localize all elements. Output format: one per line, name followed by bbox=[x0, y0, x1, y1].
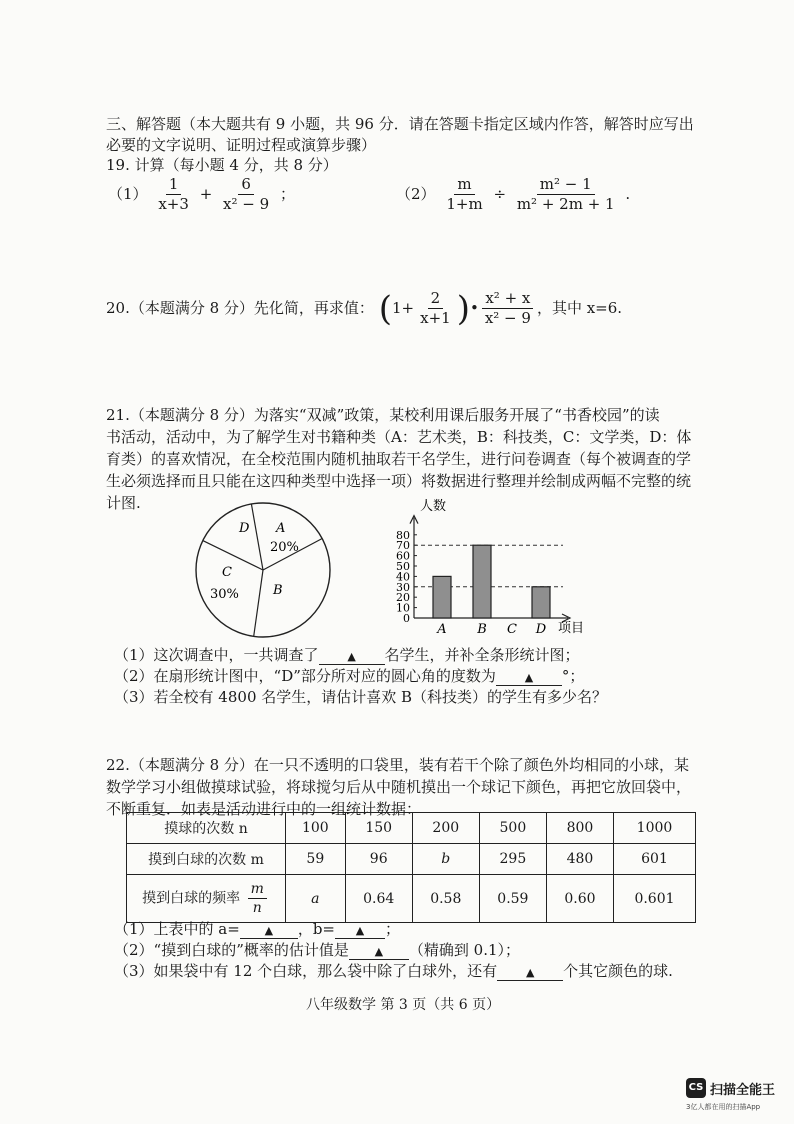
table-cell: 100 bbox=[286, 813, 346, 844]
x-tick-label-d: D bbox=[535, 622, 547, 637]
table-cell: 295 bbox=[479, 844, 546, 875]
table-header-cell: 摸到白球的频率 $\frac{m}{n}$ bbox=[127, 875, 286, 923]
table-cell: 150 bbox=[345, 813, 412, 844]
q21-line3: 育类）的喜欢情况，在全校范围内随机抽取若干名学生，进行问卷调查（每个被调查的学 bbox=[106, 450, 692, 468]
table-cell: 0.64 bbox=[345, 875, 412, 923]
bar-a bbox=[433, 576, 451, 618]
x-tick-label-b: B bbox=[477, 622, 487, 637]
q20-frac1: $\frac{2}{x+1}$ bbox=[420, 289, 451, 328]
pie-slice-c-edge bbox=[254, 570, 263, 636]
q19-part1: （1） $\frac{1}{x+3}$ + $\frac{6}{\text{x² − 9}}$ ； bbox=[108, 175, 295, 214]
pie-label-c: C bbox=[222, 565, 232, 580]
q19-header: 19. 计算（每小题 4 分，共 8 分） bbox=[106, 156, 338, 174]
table-header-cell: 摸到白球的次数 m bbox=[127, 844, 286, 875]
table-cell: 0.59 bbox=[479, 875, 546, 923]
q22-sub3: （3）如果袋中有 12 个白球，那么袋中除了白球外，还有 ▲ 个其它颜色的球. bbox=[114, 962, 673, 980]
q21-sub2: （2）在扇形统计图中，“D”部分所对应的圆心角的度数为 ▲ °； bbox=[114, 667, 585, 685]
y-tick-label: 30 bbox=[396, 580, 410, 594]
q21-blank1[interactable]: ▲ bbox=[319, 646, 385, 665]
q22-blank-other[interactable]: ▲ bbox=[497, 962, 563, 981]
q20-prefix: 20.（本题满分 8 分）先化简，再求值： bbox=[106, 298, 374, 317]
pie-label-d: D bbox=[239, 521, 250, 536]
pie-label-a-pct: 20% bbox=[270, 540, 299, 555]
table-cell: 200 bbox=[412, 813, 479, 844]
pie-slice-d-edge bbox=[203, 541, 263, 570]
x-axis-title: 项目 bbox=[558, 621, 585, 636]
table-cell: 500 bbox=[479, 813, 546, 844]
m-over-n: $\frac{m}{n}$ bbox=[248, 881, 267, 916]
table-row bbox=[127, 844, 696, 875]
table-row bbox=[127, 875, 696, 923]
y-tick-label: 20 bbox=[396, 591, 410, 605]
table-cell: 480 bbox=[546, 844, 613, 875]
q19-p2-frac1: $\frac{m}{1+m}$ bbox=[446, 175, 483, 214]
table-cell: 0.58 bbox=[412, 875, 479, 923]
bar-d bbox=[532, 587, 550, 618]
pie-label-c-pct: 30% bbox=[210, 587, 239, 602]
q19-p1-frac1: $\frac{1}{x+3}$ bbox=[158, 175, 189, 214]
table-cell: 601 bbox=[613, 844, 695, 875]
q21-blank2[interactable]: ▲ bbox=[496, 667, 562, 686]
section-heading: 三、解答题（本大题共有 9 小题，共 96 分．请在答题卡指定区域内作答，解答时应写出 bbox=[106, 115, 694, 133]
pie-chart bbox=[190, 500, 340, 640]
table-cell: 0.601 bbox=[613, 875, 695, 923]
pie-label-b: B bbox=[273, 583, 283, 598]
q22-line2: 数学学习小组做摸球试验，将球搅匀后从中随机摸出一个球记下颜色，再把它放回袋中， bbox=[106, 778, 692, 796]
q19-p1-label: （1） bbox=[108, 184, 148, 203]
table-cell: 0.60 bbox=[546, 875, 613, 923]
camscanner-logo: CS bbox=[686, 1078, 706, 1098]
q21-sub1: （1）这次调查中，一共调查了 ▲ 名学生，并补全条形统计图； bbox=[114, 646, 580, 664]
bar-chart bbox=[378, 498, 588, 638]
page-footer: 八年级数学 第 3 页（共 6 页） bbox=[306, 997, 501, 1013]
q22-line1: 22.（本题满分 8 分）在一只不透明的口袋里，装有若干个除了颜色外均相同的小球，某 bbox=[106, 756, 689, 774]
pie-slice-a-edge bbox=[251, 504, 263, 570]
y-tick-label: 50 bbox=[396, 560, 410, 573]
q20-suffix: ，其中 x=6. bbox=[536, 298, 623, 317]
table-cell: 96 bbox=[345, 844, 412, 875]
table-cell: 800 bbox=[546, 813, 613, 844]
q21-line4: 生必须选择而且只能在这四种类型中选择一项）将数据进行整理并绘制成两幅不完整的统 bbox=[106, 472, 692, 490]
table-cell: b bbox=[412, 844, 479, 875]
section-heading-cont: 必要的文字说明、证明过程或演算步骤） bbox=[106, 136, 377, 154]
q19-p2-label: （2） bbox=[396, 184, 436, 203]
table-header-cell: 摸球的次数 n bbox=[127, 813, 286, 844]
q22-sub1: （1）上表中的 a= ▲ ，b= ▲ ； bbox=[114, 920, 401, 938]
y-tick-label: 0 bbox=[403, 612, 410, 625]
table-cell: a bbox=[286, 875, 346, 923]
q19-part2: （2） $\frac{m}{1+m}$ ÷ $\frac{\text{m² − 1}}{\text{m² + 2m + 1}}$ . bbox=[396, 175, 631, 214]
y-axis-title: 人数 bbox=[420, 499, 447, 514]
q22-line3: 不断重复．如表是活动进行中的一组统计数据： bbox=[106, 800, 422, 818]
q22-sub2: （2）“摸到白球的”概率的估计值是 ▲ （精确到 0.1）； bbox=[114, 941, 521, 959]
q19-p1-frac2: $\frac{6}{\text{x² − 9}}$ bbox=[223, 175, 270, 214]
q21-sub3: （3）若全校有 4800 名学生，请估计喜欢 B（科技类）的学生有多少名？ bbox=[114, 688, 608, 706]
table-cell: 59 bbox=[286, 844, 346, 875]
watermark-tagline: 3亿人都在用的扫描App bbox=[686, 1103, 761, 1111]
q20-frac2: $\frac{\text{x² + x}}{\text{x² − 9}}$ bbox=[482, 290, 534, 328]
q22-blank-b[interactable]: ▲ bbox=[335, 920, 385, 939]
q19-p2-frac2: $\frac{\text{m² − 1}}{\text{m² + 2m + 1}}$ bbox=[516, 175, 615, 214]
bar-b bbox=[473, 545, 491, 618]
q21-line2: 书活动，活动中，为了解学生对书籍种类（A：艺术类，B：科技类，C：文学类，D：体 bbox=[106, 428, 692, 446]
q22-blank-a[interactable]: ▲ bbox=[240, 920, 298, 939]
y-tick-label: 70 bbox=[396, 539, 410, 553]
q22-blank-prob[interactable]: ▲ bbox=[349, 941, 409, 960]
q21-line1: 21.（本题满分 8 分）为落实“双减”政策，某校利用课后服务开展了“书香校园”的读 bbox=[106, 406, 660, 424]
pie-label-a: A bbox=[276, 521, 286, 536]
table-row bbox=[127, 813, 696, 844]
y-tick-label: 80 bbox=[396, 528, 410, 542]
y-tick-label: 40 bbox=[396, 570, 410, 584]
x-tick-label-a: A bbox=[437, 622, 447, 637]
frequency-table bbox=[126, 812, 696, 923]
watermark-brand: 扫描全能王 bbox=[710, 1083, 776, 1098]
q21-line5: 计图. bbox=[106, 494, 141, 512]
y-tick-label: 10 bbox=[396, 601, 410, 615]
table-cell: 1000 bbox=[613, 813, 695, 844]
y-tick-label: 60 bbox=[396, 549, 410, 563]
x-tick-label-c: C bbox=[507, 622, 517, 637]
q20: 20.（本题满分 8 分）先化简，再求值： (1+ $\frac{2}{x+1}$ )• $\frac{\text{x² + x}}{\text{x² − 9}}$ ，其中 x=6. bbox=[106, 288, 623, 329]
